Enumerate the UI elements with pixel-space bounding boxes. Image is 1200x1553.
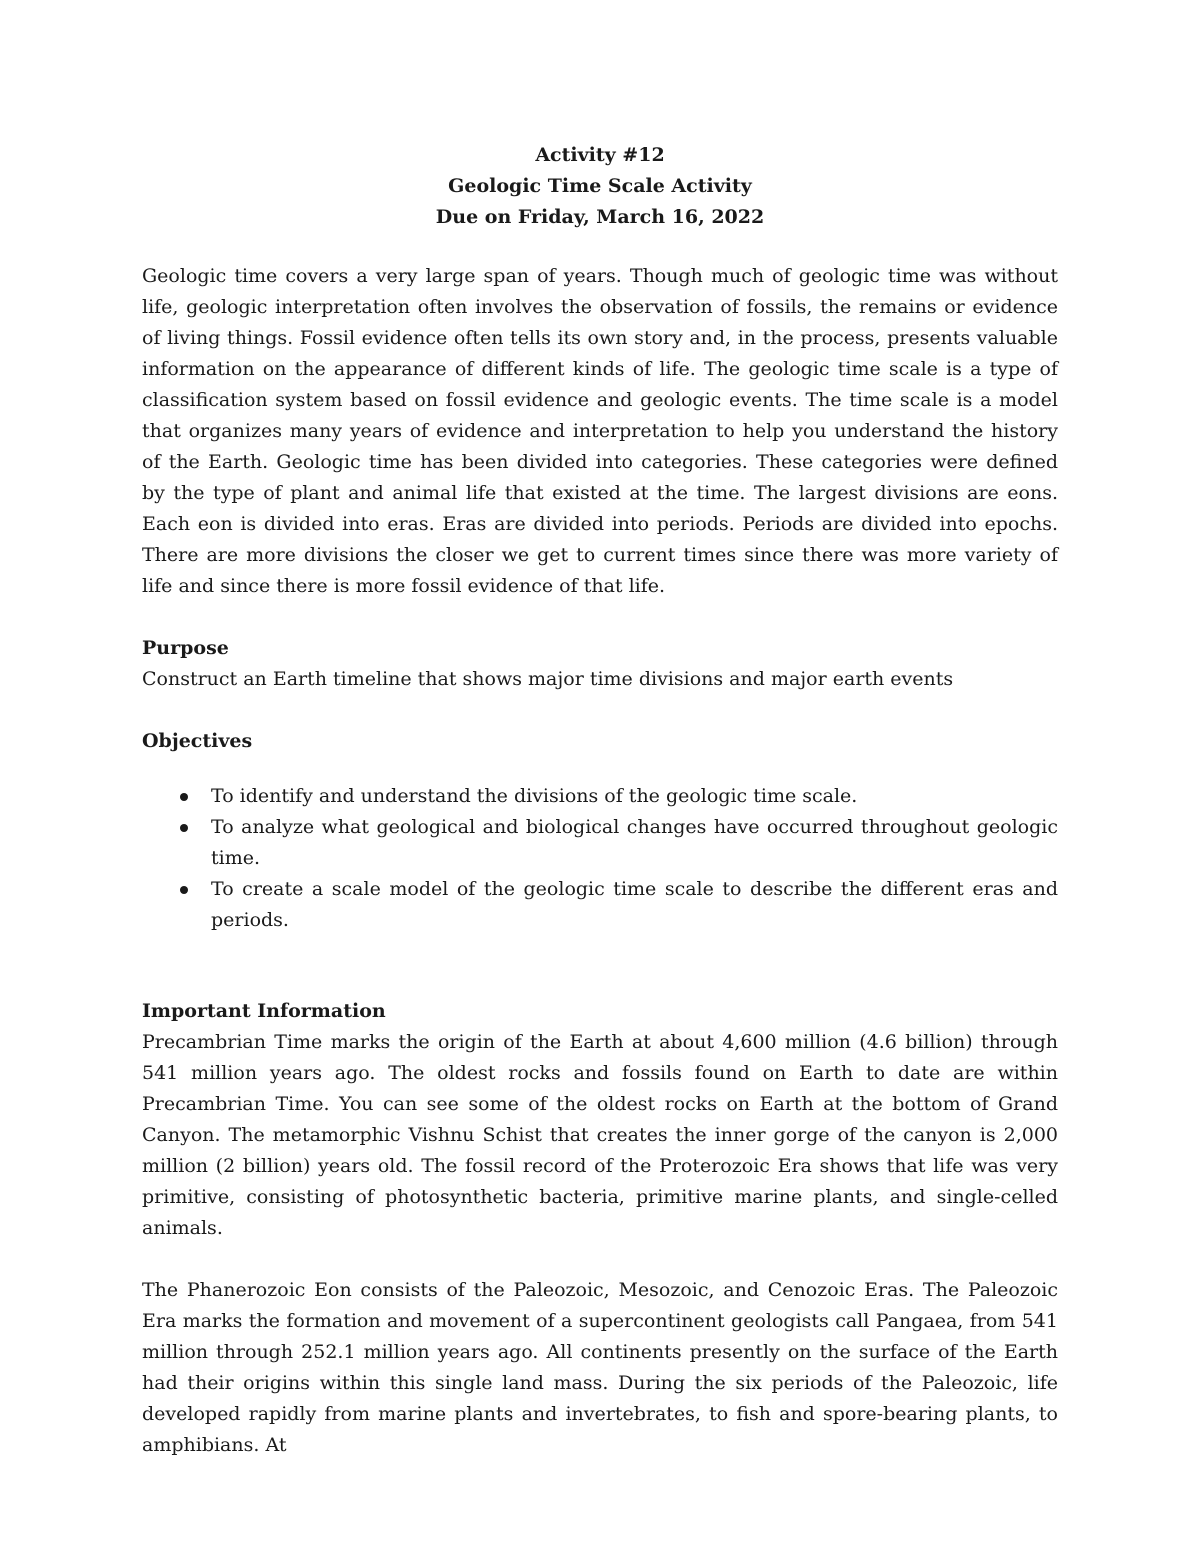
- bullet-icon: [180, 824, 188, 832]
- precambrian-paragraph: Precambrian Time marks the origin of the Earth at about 4,600 million (4.6 billion) through 541 million years ago. The oldest rocks and fossils found on Earth to date are within Precambrian Time. You can see some of the oldest rocks on Earth at the bottom of Grand Canyon. The metamorphic Vishnu Schist that creates the inner gorge of the canyon is 2,000 million (2 billion) years old. The fossil record of the Proterozoic Era shows that life was very primitive, consisting of photosynthetic bacteria, primitive marine plants, and single-celled animals.: [142, 1031, 1058, 1239]
- objective-text: To identify and understand the divisions of the geologic time scale.: [211, 785, 858, 807]
- document-page: [142, 140, 1058, 1461]
- intro-paragraph: Geologic time covers a very large span of years. Though much of geologic time was without life, geologic interpretation often involves the observation of fossils, the remains or evidence of living things. Fossil evidence often tells its own story and, in the process, presents valuable information on the appearance of different kinds of life. The geologic time scale is a type of classification system based on fossil evidence and geologic events. The time scale is a model that organizes many years of evidence and interpretation to help you understand the history of the Earth. Geologic time has been divided into categories. These categories were defined by the type of plant and animal life that existed at the time. The largest divisions are eons. Each eon is divided into eras. Eras are divided into periods. Periods are divided into epochs. There are more divisions the closer we get to current times since there was more variety of life and since there is more fossil evidence of that life.: [142, 265, 1058, 597]
- bullet-icon: [180, 886, 188, 894]
- document-header: [142, 140, 1058, 233]
- due-date: Due on Friday, March 16, 2022: [435, 206, 765, 228]
- objective-text: To create a scale model of the geologic time scale to describe the different eras and periods.: [211, 878, 1058, 931]
- important-info-heading: Important Information: [142, 1000, 386, 1022]
- phanerozoic-paragraph: The Phanerozoic Eon consists of the Paleozoic, Mesozoic, and Cenozoic Eras. The Paleozoic Era marks the formation and movement of a supercontinent geologists call Pangaea, from 541 million through 252.1 million years ago. All continents presently on the surface of the Earth had their origins within this single land mass. During the six periods of the Paleozoic, life developed rapidly from marine plants and invertebrates, to fish and spore-bearing plants, to amphibians. At: [142, 1279, 1058, 1456]
- bullet-icon: [180, 793, 188, 801]
- purpose-text: Construct an Earth timeline that shows major time divisions and major earth events: [142, 668, 954, 690]
- list-item: [142, 812, 1058, 874]
- objective-text: To analyze what geological and biological changes have occurred throughout geologic time.: [211, 816, 1058, 869]
- list-item: [142, 781, 1058, 812]
- list-item: [142, 874, 1058, 936]
- activity-number: Activity #12: [535, 144, 665, 166]
- objectives-list: [142, 781, 1058, 936]
- objectives-heading: Objectives: [142, 730, 253, 752]
- activity-title: Geologic Time Scale Activity: [448, 175, 752, 197]
- purpose-heading: Purpose: [142, 637, 229, 659]
